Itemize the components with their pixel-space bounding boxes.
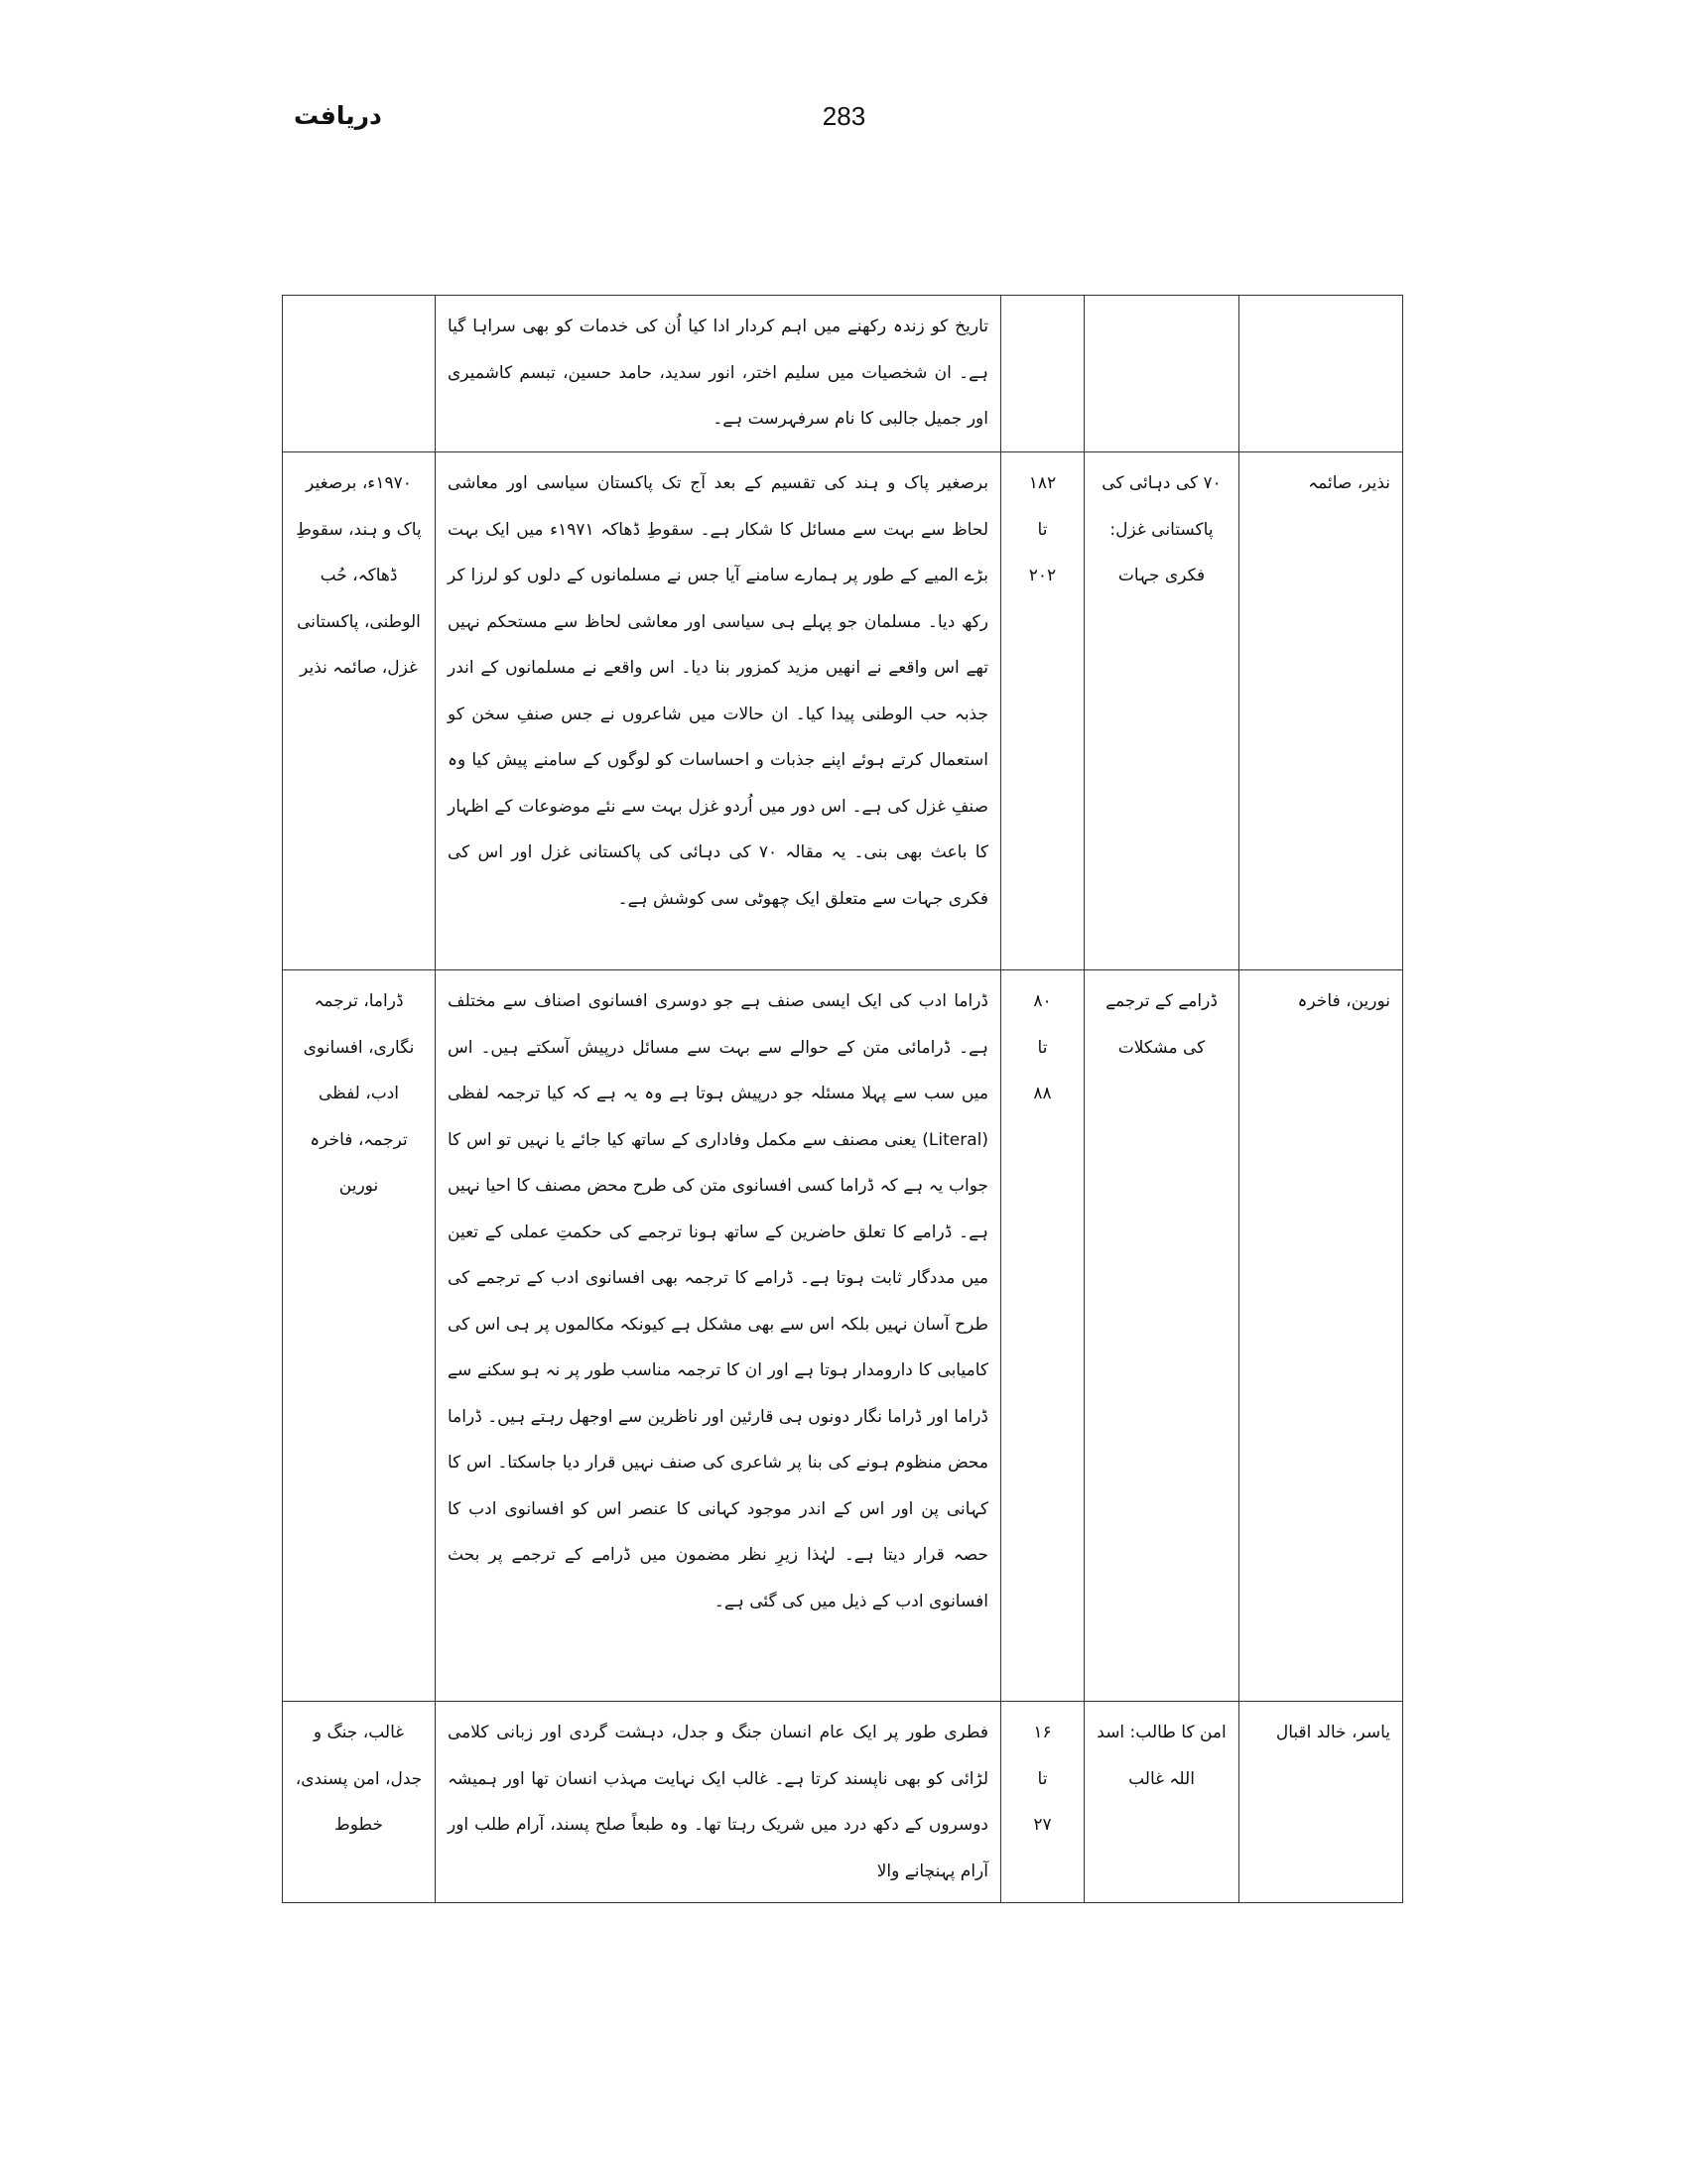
table-row xyxy=(283,970,1403,1702)
page-number: 283 xyxy=(822,101,866,131)
pages-cell xyxy=(1001,452,1085,970)
page-from: ۱۶ xyxy=(1033,1723,1052,1742)
title-cell xyxy=(1085,296,1239,452)
page-to-label: تا xyxy=(1037,1768,1048,1789)
page-to: ۸۸ xyxy=(1033,1084,1052,1103)
table-row xyxy=(283,452,1403,970)
keywords-cell: ڈراما، ترجمہ نگاری، افسانوی ادب، لفظی ترجمہ، فاخرہ نورین xyxy=(283,970,436,1702)
pages-cell xyxy=(1001,970,1085,1702)
author-cell: یاسر، خالد اقبال xyxy=(1239,1702,1403,1903)
keywords-cell xyxy=(283,296,436,452)
abstract-cell: فطری طور پر ایک عام انسان جنگ و جدل، دہشت گردی اور زبانی کلامی لڑائی کو بھی ناپسند کرتا ہے۔ غالب ایک نہایت مہذب انسان تھا اور ہمیشہ دوسروں کے دکھ درد میں شریک رہتا تھا۔ وہ طبعاً صلح پسند، آرام طلب اور آرام پہنچانے والا xyxy=(436,1702,1001,1903)
journal-title: دریافت xyxy=(294,101,382,130)
keywords-cell: ۱۹۷۰ء، برصغیر پاک و ہند، سقوطِ ڈھاکہ، حُب الوطنی، پاکستانی غزل، صائمہ نذیر xyxy=(283,452,436,970)
title-cell: امن کا طالب: اسد اللہ غالب xyxy=(1085,1702,1239,1903)
author-cell: نذیر، صائمہ xyxy=(1239,452,1403,970)
latin-term: (Literal) xyxy=(922,1129,988,1150)
page-from: ۸۰ xyxy=(1033,991,1052,1011)
page-to-label: تا xyxy=(1037,519,1048,540)
page-to: ۲۰۲ xyxy=(1028,566,1057,585)
author-cell xyxy=(1239,296,1403,452)
pages-cell xyxy=(1001,1702,1085,1903)
title-cell: ڈرامے کے ترجمے کی مشکلات xyxy=(1085,970,1239,1702)
pages-cell xyxy=(1001,296,1085,452)
abstract-cell: تاریخ کو زندہ رکھنے میں اہم کردار ادا کیا اُن کی خدمات کو بھی سراہا گیا ہے۔ ان شخصیات میں سلیم اختر، انور سدید، حامد حسین، تبسم کاشمیری اور جمیل جالبی کا نام سرفہرست ہے۔ xyxy=(436,296,1001,452)
abstract-cell: ڈراما ادب کی ایک ایسی صنف ہے جو دوسری افسانوی اصناف سے مختلف ہے۔ ڈرامائی متن کے حوالے سے بہت سے مسائل درپیش آسکتے ہیں۔ اس میں سب سے پہلا مسئلہ جو درپیش ہوتا ہے وہ یہ ہے کہ کیا ترجمہ لفظی (Literal) یعنی مصنف سے مکمل وفاداری کے ساتھ کیا جائے یا نہیں تو اس کا جواب یہ ہے کہ ڈراما کسی افسانوی متن کی طرح محض مصنف کا احیا نہیں ہے۔ ڈرامے کا تعلق حاضرین کے ساتھ ہونا ترجمے کی حکمتِ عملی کے تعین میں مددگار ثابت ہوتا ہے۔ ڈرامے کا ترجمہ بھی افسانوی ادب کے ترجمے کی طرح آسان نہیں بلکہ اس سے بھی مشکل ہے کیونکہ مکالموں پر ہی اس کی کامیابی کا دارومدار ہوتا ہے اور ان کا ترجمہ مناسب طور پر نہ ہو سکنے سے ڈراما اور ڈراما نگار دونوں ہی قارئین اور ناظرین سے اوجھل رہتے ہیں۔ ڈراما محض منظوم ہونے کی بنا پر شاعری کی صنف نہیں قرار دیا جاسکتا۔ اس کا کہانی پن اور اس کے اندر موجود کہانی کا عنصر اس کو افسانوی ادب کا حصہ قرار دیتا ہے۔ لہٰذا زیرِ نظر مضمون میں ڈرامے کے ترجمے پر بحث افسانوی ادب کے ذیل میں کی گئی ہے۔ xyxy=(436,970,1001,1702)
article-index-table xyxy=(282,295,1403,1903)
table-row xyxy=(283,1702,1403,1903)
page-from: ۱۸۲ xyxy=(1028,473,1057,493)
table-row xyxy=(283,296,1403,452)
title-cell: ۷۰ کی دہائی کی پاکستانی غزل: فکری جہات xyxy=(1085,452,1239,970)
page-to: ۲۷ xyxy=(1033,1815,1052,1835)
author-cell: نورین، فاخرہ xyxy=(1239,970,1403,1702)
page-to-label: تا xyxy=(1037,1037,1048,1058)
keywords-cell: غالب، جنگ و جدل، امن پسندی، خطوط xyxy=(283,1702,436,1903)
abstract-cell: برصغیر پاک و ہند کی تقسیم کے بعد آج تک پاکستان سیاسی اور معاشی لحاظ سے بہت سے مسائل کا شکار ہے۔ سقوطِ ڈھاکہ ۱۹۷۱ء میں ایک بہت بڑے المیے کے طور پر ہمارے سامنے آیا جس نے مسلمانوں کے دلوں کو لرزا کر رکھ دیا۔ مسلمان جو پہلے ہی سیاسی اور معاشی لحاظ سے مستحکم نہیں تھے اس واقعے نے انھیں مزید کمزور بنا دیا۔ اس واقعے نے مسلمانوں کے اندر جذبہ حب الوطنی پیدا کیا۔ ان حالات میں شاعروں نے جس صنفِ سخن کو استعمال کرتے ہوئے اپنے جذبات و احساسات کو لوگوں کے سامنے پیش کیا وہ صنفِ غزل کی ہے۔ اس دور میں اُردو غزل بہت سے نئے موضوعات کے اظہار کا باعث بھی بنی۔ یہ مقالہ ۷۰ کی دہائی کی پاکستانی غزل اور اس کی فکری جہات سے متعلق ایک چھوٹی سی کوشش ہے۔ xyxy=(436,452,1001,970)
